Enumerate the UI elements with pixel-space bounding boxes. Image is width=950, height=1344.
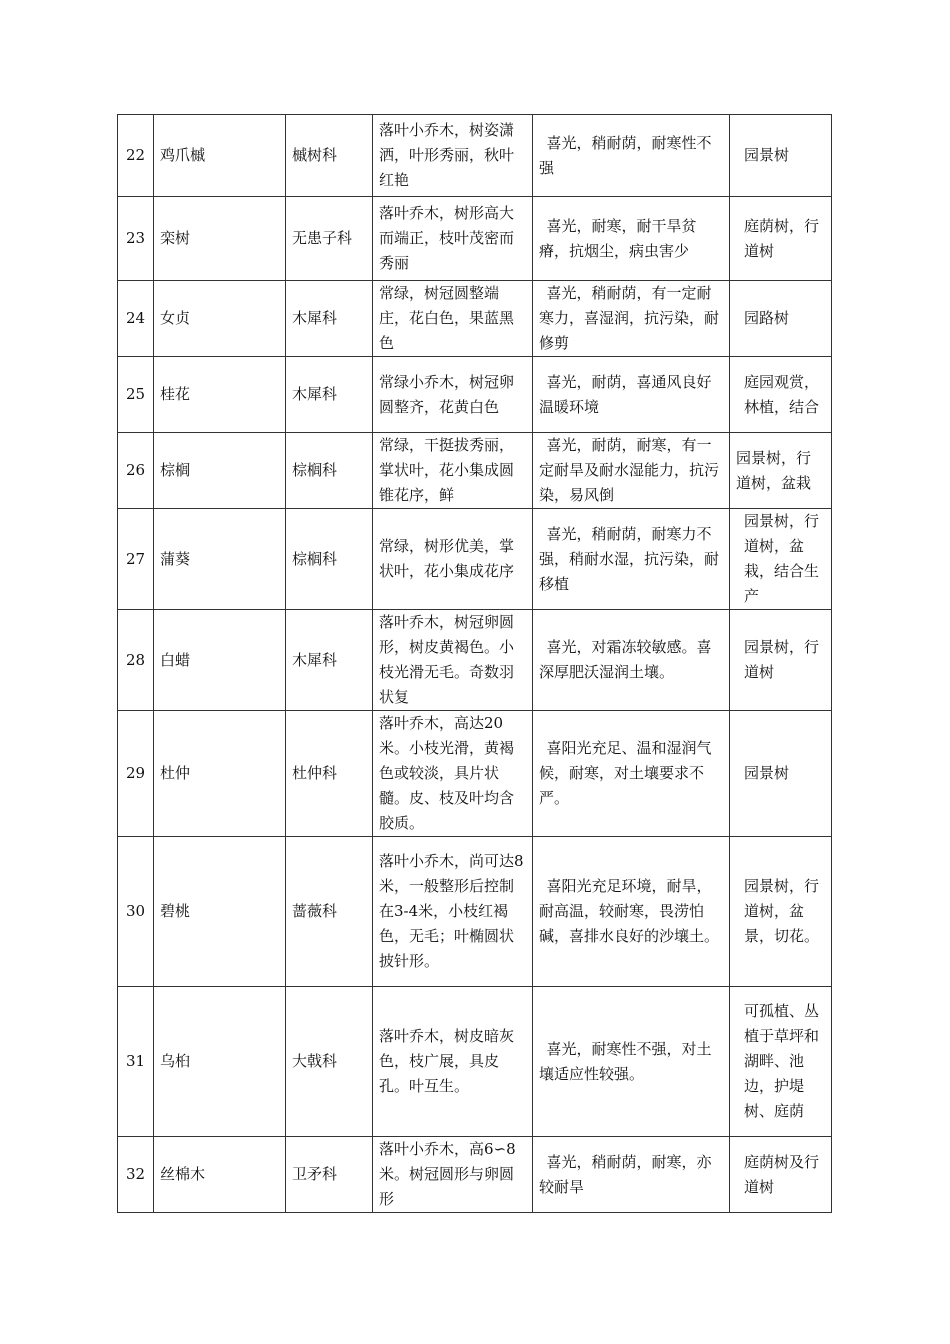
plant-family: 棕榈科 [286, 433, 373, 509]
table-row [118, 711, 832, 837]
plant-use-text: 园景树，行道树，盆栽 [736, 448, 812, 492]
plant-use [730, 115, 832, 197]
plant-use-text: 可孤植、丛植于草坪和湖畔、池边，护堤树、庭荫 [744, 1002, 820, 1120]
plant-habit-text: 喜光，稍耐荫，有一定耐寒力，喜湿润，抗污染，耐修剪 [539, 284, 720, 352]
plant-family: 杜仲科 [286, 711, 373, 837]
plant-use [730, 357, 832, 433]
row-number: 30 [118, 837, 154, 987]
plant-family: 木犀科 [286, 357, 373, 433]
plant-habit-text: 喜光，耐寒，耐干旱贫瘠，抗烟尘，病虫害少 [539, 216, 697, 260]
plant-habit [533, 1137, 730, 1213]
plant-description-text: 落叶乔木，高达20米。小枝光滑，黄褐色或较淡，具片状髓。皮、枝及叶均含胶质。 [379, 714, 515, 832]
plant-description [373, 433, 533, 509]
plant-habit [533, 509, 730, 610]
plant-name: 棕榈 [154, 433, 286, 509]
plant-description [373, 987, 533, 1137]
plant-habit-text: 喜光，耐荫，喜通风良好温暖环境 [539, 372, 712, 416]
table-row [118, 509, 832, 610]
row-number: 28 [118, 610, 154, 711]
plant-description [373, 610, 533, 711]
plant-habit-text: 喜光，稍耐荫，耐寒性不强 [539, 133, 712, 177]
plant-use [730, 711, 832, 837]
plant-description-text: 落叶小乔木，树姿潇洒，叶形秀丽，秋叶红艳 [379, 121, 515, 189]
plant-habit-text: 喜光，对霜冻较敏感。喜深厚肥沃湿润土壤。 [539, 638, 712, 681]
table-row [118, 115, 832, 197]
plant-family: 木犀科 [286, 281, 373, 357]
plant-use-text: 园景树，行道树，盆景，切花。 [744, 877, 820, 945]
plant-use [730, 610, 832, 711]
plant-use [730, 509, 832, 610]
plant-use [730, 837, 832, 987]
plant-description-text: 落叶小乔木，尚可达8米，一般整形后控制在3-4米，小枝红褐色，无毛；叶椭圆状披针形。 [379, 852, 524, 970]
plant-description-text: 落叶乔木，树形高大而端正，枝叶茂密而秀丽 [379, 204, 515, 272]
plant-use [730, 433, 832, 509]
plant-habit [533, 281, 730, 357]
plant-use-text: 园景树 [744, 764, 790, 782]
plant-habit-text: 喜阳光充足、温和湿润气候，耐寒，对土壤要求不严。 [539, 739, 712, 807]
plant-name: 栾树 [154, 197, 286, 281]
plant-family: 卫矛科 [286, 1137, 373, 1213]
plant-description [373, 1137, 533, 1213]
plant-description [373, 357, 533, 433]
plant-name: 白蜡 [154, 610, 286, 711]
plant-name: 蒲葵 [154, 509, 286, 610]
plant-family: 木犀科 [286, 610, 373, 711]
row-number: 29 [118, 711, 154, 837]
plant-use-text: 庭荫树，行道树 [744, 216, 820, 260]
plant-table-body [118, 115, 832, 1213]
plant-family: 大戟科 [286, 987, 373, 1137]
plant-habit-text: 喜光，耐寒性不强，对土壤适应性较强。 [539, 1039, 712, 1083]
row-number: 26 [118, 433, 154, 509]
plant-habit [533, 115, 730, 197]
table-row [118, 357, 832, 433]
row-number: 25 [118, 357, 154, 433]
plant-use [730, 281, 832, 357]
plant-name: 杜仲 [154, 711, 286, 837]
plant-habit-text: 喜光，耐荫，耐寒，有一定耐旱及耐水湿能力，抗污染，易风倒 [539, 436, 720, 504]
plant-name: 碧桃 [154, 837, 286, 987]
plant-use-text: 园景树，行道树 [744, 638, 820, 681]
plant-family: 蔷薇科 [286, 837, 373, 987]
plant-name: 丝棉木 [154, 1137, 286, 1213]
table-row [118, 1137, 832, 1213]
plant-use-text: 庭园观赏，林植，结合 [744, 372, 820, 416]
plant-table [117, 114, 832, 1213]
row-number: 23 [118, 197, 154, 281]
plant-habit [533, 837, 730, 987]
plant-name: 鸡爪槭 [154, 115, 286, 197]
plant-use-text: 园景树 [744, 146, 790, 164]
row-number: 32 [118, 1137, 154, 1213]
plant-family: 无患子科 [286, 197, 373, 281]
plant-description [373, 281, 533, 357]
plant-description-text: 常绿，干挺拔秀丽，掌状叶，花小集成圆锥花序，鲜 [379, 436, 515, 504]
table-row [118, 837, 832, 987]
plant-use [730, 197, 832, 281]
table-row [118, 197, 832, 281]
table-row [118, 610, 832, 711]
plant-description-text: 常绿，树形优美，掌状叶，花小集成花序 [379, 537, 515, 580]
table-row [118, 987, 832, 1137]
plant-description-text: 常绿小乔木，树冠卵圆整齐，花黄白色 [379, 372, 515, 416]
plant-description [373, 115, 533, 197]
plant-habit [533, 610, 730, 711]
plant-description [373, 509, 533, 610]
plant-description-text: 常绿，树冠圆整端庄，花白色，果蓝黑色 [379, 284, 515, 352]
plant-habit [533, 987, 730, 1137]
plant-name: 女贞 [154, 281, 286, 357]
plant-habit [533, 711, 730, 837]
row-number: 27 [118, 509, 154, 610]
plant-habit [533, 433, 730, 509]
plant-description [373, 197, 533, 281]
plant-description [373, 837, 533, 987]
plant-use-text: 园景树，行道树，盆栽，结合生产 [744, 512, 820, 605]
plant-description-text: 落叶乔木，树冠卵圆形，树皮黄褐色。小枝光滑无毛。奇数羽状复 [379, 613, 515, 706]
plant-habit-text: 喜光，稍耐荫，耐寒力不强，稍耐水湿，抗污染，耐移植 [539, 524, 720, 593]
plant-name: 桂花 [154, 357, 286, 433]
plant-habit [533, 197, 730, 281]
plant-use-text: 庭荫树及行道树 [744, 1152, 820, 1196]
plant-use [730, 1137, 832, 1213]
plant-use-text: 园路树 [744, 309, 790, 327]
plant-family: 棕榈科 [286, 509, 373, 610]
table-row [118, 433, 832, 509]
table-row [118, 281, 832, 357]
plant-description [373, 711, 533, 837]
plant-use [730, 987, 832, 1137]
plant-family: 槭树科 [286, 115, 373, 197]
row-number: 24 [118, 281, 154, 357]
row-number: 31 [118, 987, 154, 1137]
plant-description-text: 落叶小乔木，高6∽8米。树冠圆形与卵圆形 [379, 1140, 516, 1208]
plant-description-text: 落叶乔木，树皮暗灰色，枝广展，具皮孔。叶互生。 [379, 1027, 515, 1095]
plant-habit [533, 357, 730, 433]
plant-habit-text: 喜光，稍耐荫，耐寒，亦较耐旱 [539, 1152, 712, 1196]
plant-name: 乌桕 [154, 987, 286, 1137]
plant-habit-text: 喜阳光充足环境，耐旱，耐高温，较耐寒，畏涝怕碱，喜排水良好的沙壤土。 [539, 877, 720, 945]
row-number: 22 [118, 115, 154, 197]
